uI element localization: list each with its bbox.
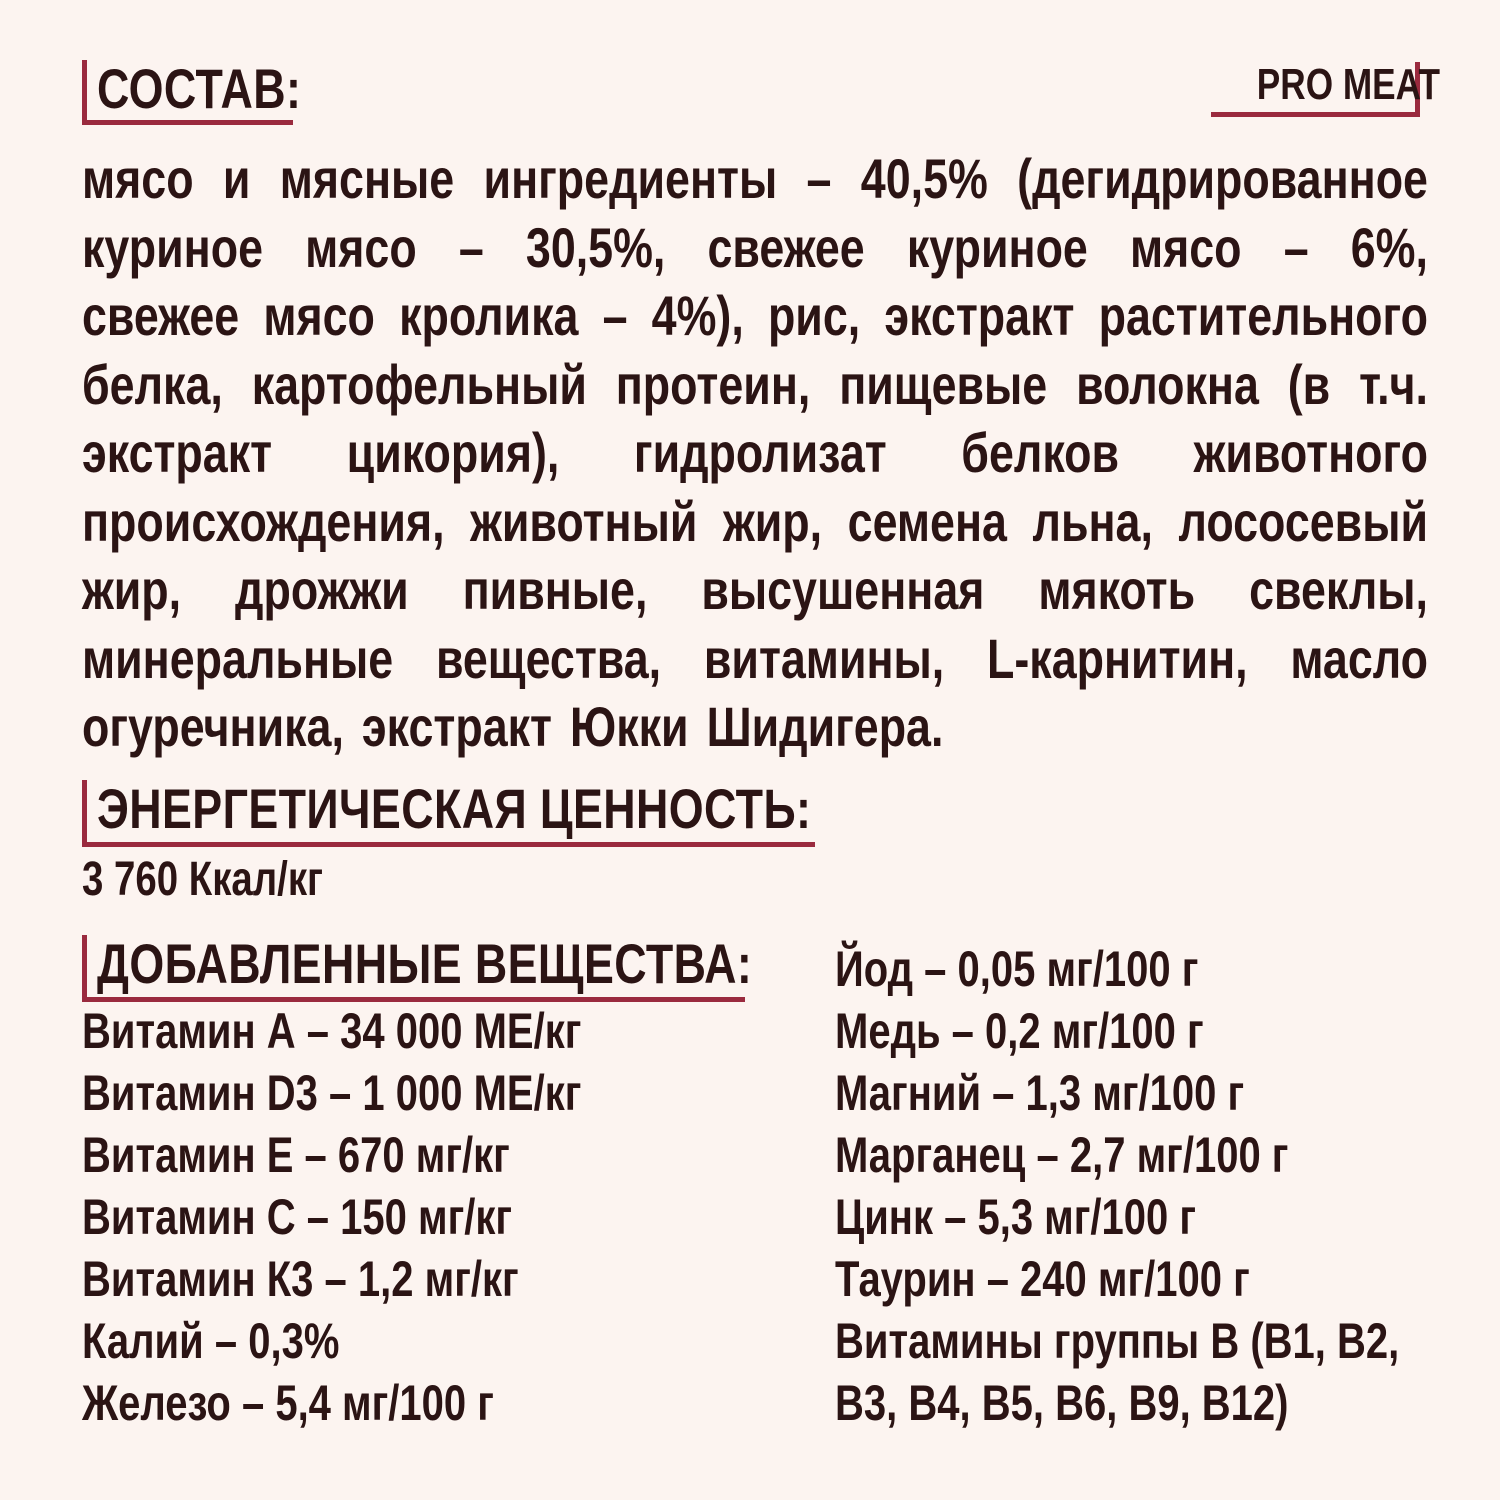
additives-list-right	[835, 938, 1500, 1434]
composition-word: вещества,	[435, 626, 662, 690]
composition-line	[82, 556, 1428, 625]
composition-word: куриное	[906, 215, 1088, 279]
additive-item	[835, 1124, 1500, 1186]
additive-item-text: Таурин – 240 мг/100 г	[835, 1251, 1250, 1307]
composition-word: цикория),	[346, 421, 560, 484]
additive-item-text: Витамин А – 34 000 МЕ/кг	[82, 1003, 582, 1059]
composition-word: белков	[961, 421, 1120, 484]
composition-word: лососевый	[1178, 489, 1428, 553]
composition-word: 40,5%	[860, 147, 988, 210]
composition-word: высушенная	[701, 558, 985, 621]
composition-word: –	[1283, 215, 1309, 279]
composition-word: жир,	[82, 558, 182, 621]
brand-label-text: PRO MEAT	[1256, 60, 1440, 109]
composition-word: мясные	[279, 147, 455, 210]
energy-heading	[82, 777, 815, 847]
additive-item	[835, 1248, 1500, 1310]
composition-text	[82, 145, 1428, 762]
composition-word: –	[602, 284, 628, 347]
composition-word: и	[222, 147, 251, 210]
composition-word: белка,	[82, 352, 223, 416]
composition-word: мясо	[305, 215, 417, 279]
composition-line	[82, 419, 1428, 488]
composition-word: волокна	[1076, 352, 1259, 416]
composition-word: витамины,	[703, 626, 945, 690]
composition-line	[82, 214, 1428, 283]
additive-item-text: Витамин К3 – 1,2 мг/кг	[82, 1251, 519, 1307]
composition-word: 6%,	[1350, 215, 1428, 279]
composition-word: Юкки	[569, 695, 689, 758]
brand-label	[1211, 60, 1440, 117]
additive-item	[82, 1062, 706, 1124]
composition-word: мякоть	[1038, 558, 1196, 621]
composition-word: пивные,	[462, 558, 648, 621]
composition-line	[82, 282, 1428, 351]
additives-heading-text: ДОБАВЛЕННЫЕ ВЕЩЕСТВА:	[97, 932, 753, 995]
additive-item-text: Калий – 0,3%	[82, 1313, 340, 1369]
energy-heading-text: ЭНЕРГЕТИЧЕСКАЯ ЦЕННОСТЬ:	[97, 777, 812, 840]
composition-word: кролика	[399, 284, 579, 347]
composition-word: т.ч.	[1359, 352, 1428, 416]
additive-item-text: Витамин С – 150 мг/кг	[82, 1189, 513, 1245]
additive-item-text: Цинк – 5,3 мг/100 г	[835, 1189, 1197, 1245]
composition-word: экстракт	[361, 695, 552, 758]
composition-word: мясо	[263, 284, 375, 347]
composition-word: ингредиенты	[483, 147, 778, 210]
composition-word: животного	[1193, 421, 1428, 484]
composition-word: происхождения,	[82, 489, 445, 553]
composition-word: L-карнитин,	[987, 626, 1248, 690]
composition-word: растительного	[1098, 284, 1428, 347]
additive-item	[835, 1186, 1500, 1248]
composition-word: свеклы,	[1249, 558, 1428, 621]
additive-item-text: Железо – 5,4 мг/100 г	[82, 1375, 494, 1431]
additive-item	[82, 1372, 706, 1434]
composition-heading	[82, 57, 302, 125]
composition-word: льна,	[1032, 489, 1153, 553]
composition-word: свежее	[82, 284, 240, 347]
composition-word: семена	[847, 489, 1007, 553]
composition-line	[82, 145, 1428, 214]
composition-line	[82, 488, 1428, 557]
additive-item	[82, 1310, 706, 1372]
additive-item	[82, 1186, 706, 1248]
composition-word: свежее	[707, 215, 865, 279]
composition-word: жир,	[722, 489, 823, 553]
composition-word: экстракт	[884, 284, 1075, 347]
composition-word: 30,5%,	[525, 215, 666, 279]
additive-item-text: Йод – 0,05 мг/100 г	[835, 941, 1199, 997]
additive-item	[835, 1000, 1500, 1062]
additive-item-text: Медь – 0,2 мг/100 г	[835, 1003, 1204, 1059]
additive-item-text: В3, В4, В5, В6, В9, В12)	[835, 1375, 1289, 1431]
additive-item	[835, 1310, 1500, 1372]
composition-word: (дегидрированное	[1017, 147, 1428, 210]
composition-word: животный	[470, 489, 698, 553]
composition-word: минеральные	[82, 626, 394, 690]
composition-word: мясо	[82, 147, 194, 210]
composition-word: огуречника,	[82, 695, 344, 758]
composition-word: куриное	[82, 215, 263, 279]
composition-word: 4%),	[651, 284, 744, 347]
composition-word: пищевые	[839, 352, 1048, 416]
additives-list-left	[82, 1000, 706, 1434]
composition-word: Шидигера.	[706, 695, 944, 758]
composition-word: протеин,	[615, 352, 811, 416]
composition-word: –	[806, 147, 832, 210]
composition-line	[82, 625, 1428, 694]
energy-value-text: 3 760 Ккал/кг	[82, 853, 324, 906]
additives-heading	[82, 932, 753, 1002]
additive-item	[835, 1372, 1500, 1434]
composition-word: (в	[1287, 352, 1331, 416]
composition-word: мясо	[1129, 215, 1242, 279]
composition-word: экстракт	[82, 421, 273, 484]
composition-line	[82, 351, 1428, 420]
composition-heading-text: СОСТАВ:	[97, 57, 302, 120]
additive-item-text: Витамин Е – 670 мг/кг	[82, 1127, 510, 1183]
composition-word: гидролизат	[633, 421, 887, 484]
additive-item	[82, 1248, 706, 1310]
additive-item	[835, 1062, 1500, 1124]
energy-value	[82, 852, 383, 908]
additive-item-text: Марганец – 2,7 мг/100 г	[835, 1127, 1289, 1183]
additive-item	[82, 1000, 706, 1062]
composition-word: –	[458, 215, 484, 279]
composition-word: дрожжи	[235, 558, 409, 621]
additive-item-text: Магний – 1,3 мг/100 г	[835, 1065, 1245, 1121]
composition-word: масло	[1290, 626, 1428, 690]
composition-word: рис,	[767, 284, 861, 347]
additive-item	[82, 1124, 706, 1186]
additive-item-text: Витамин D3 – 1 000 МЕ/кг	[82, 1065, 582, 1121]
additive-item-text: Витамины группы В (В1, В2,	[835, 1313, 1400, 1369]
composition-word: картофельный	[251, 352, 587, 416]
additive-item	[835, 938, 1500, 1000]
composition-line	[82, 693, 1428, 762]
